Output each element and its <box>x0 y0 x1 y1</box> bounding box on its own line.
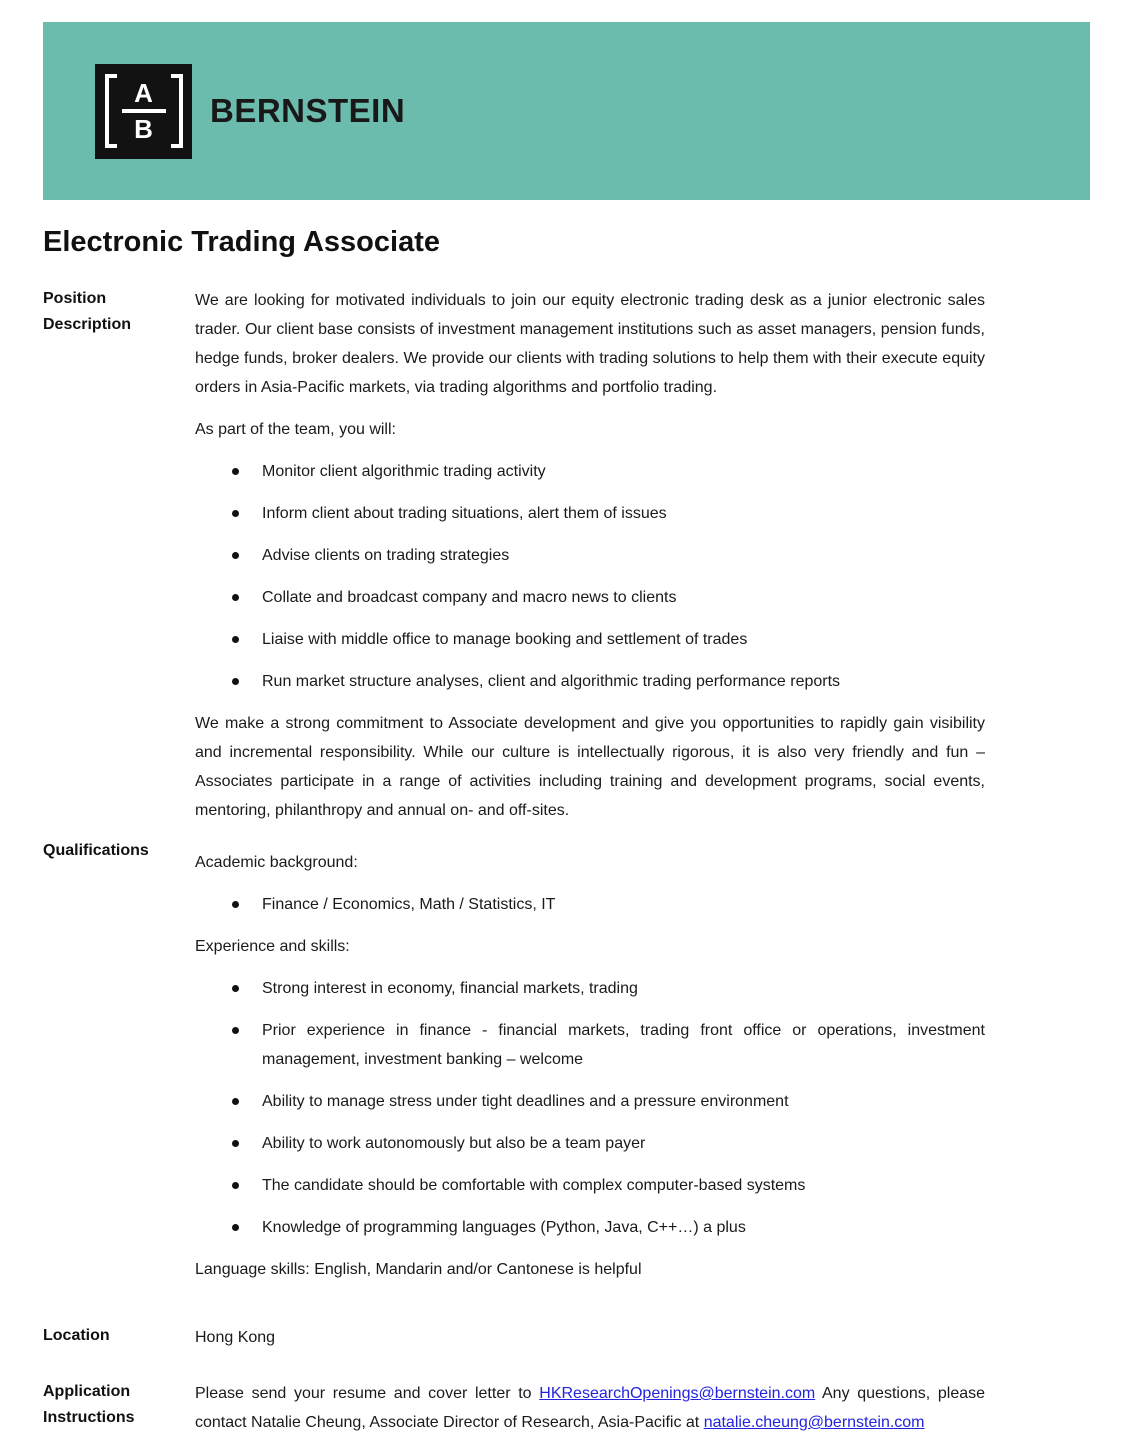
experience-heading: Experience and skills: <box>195 938 350 955</box>
logo-letter-a: A <box>134 78 153 108</box>
application-instructions-content <box>195 1379 985 1450</box>
list-item: Prior experience in finance - financial markets, trading front office or operations, investment management, investment banking – welcome <box>195 1016 985 1074</box>
application-text-middle: Any questions, please contact Natalie Cheung, Associate Director of Research, Asia-Pacific at <box>195 1385 986 1431</box>
logo-right-bracket-icon <box>171 74 183 148</box>
academic-heading: Academic background: <box>195 854 358 871</box>
list-item: Run market structure analyses, client and algorithmic trading performance reports <box>195 667 985 696</box>
list-item: Finance / Economics, Math / Statistics, IT <box>195 890 985 919</box>
email-link-hk-research-openings[interactable]: HKResearchOpenings@bernstein.com <box>539 1385 816 1402</box>
qualifications-label: Qualifications <box>43 842 149 859</box>
header-banner <box>43 22 1090 200</box>
location-label: Location <box>43 1327 110 1344</box>
label-line: Position <box>43 290 107 307</box>
list-item: Advise clients on trading strategies <box>195 541 985 570</box>
label-line: Application <box>43 1383 131 1400</box>
application-paragraph <box>195 1379 985 1437</box>
section-location <box>43 1323 1125 1365</box>
section-position-description <box>43 286 1125 838</box>
brand-wordmark: BERNSTEIN <box>210 92 406 129</box>
section-application-instructions <box>43 1379 1125 1450</box>
email-link-natalie-cheung[interactable]: natalie.cheung@bernstein.com <box>703 1414 925 1431</box>
responsibilities-list <box>195 457 985 696</box>
location-value: Hong Kong <box>195 1329 276 1346</box>
ab-logo <box>95 64 192 159</box>
label-line: Instructions <box>43 1409 135 1426</box>
list-item: Monitor client algorithmic trading activity <box>195 457 985 486</box>
position-closing-paragraph: We make a strong commitment to Associate development and give you opportunities to rapidly gain visibility and incremental responsibility. While our culture is intellectually rigorous, it is also very friendly and fun – Associates participate in a range of activities including training and development programs, social events, mentoring, philanthropy and annual on- and off-sites. <box>195 715 985 819</box>
position-intro-paragraph: We are looking for motivated individuals to join our equity electronic trading desk as a junior electronic sales trader. Our client base consists of investment management institutions such as asset managers, pension funds, hedge funds, broker dealers. We provide our clients with trading solutions to help them with their execute equity orders in Asia-Pacific markets, via trading algorithms and portfolio trading. <box>195 292 985 396</box>
logo-letter-b: B <box>134 114 153 144</box>
page-title: Electronic Trading Associate <box>43 226 440 258</box>
language-skills-line: Language skills: English, Mandarin and/or Cantonese is helpful <box>195 1261 642 1278</box>
logo-letters <box>121 80 167 142</box>
position-description-label <box>43 286 195 838</box>
list-item: The candidate should be comfortable with complex computer-based systems <box>195 1171 985 1200</box>
team-intro-line: As part of the team, you will: <box>195 421 396 438</box>
position-description-content <box>195 286 985 838</box>
application-text-before: Please send your resume and cover letter to <box>195 1385 540 1402</box>
list-item: Liaise with middle office to manage booking and settlement of trades <box>195 625 985 654</box>
qualifications-content <box>195 838 985 1297</box>
list-item: Strong interest in economy, financial markets, trading <box>195 974 985 1003</box>
academic-list <box>195 890 985 919</box>
application-instructions-label <box>43 1379 195 1450</box>
list-item: Inform client about trading situations, alert them of issues <box>195 499 985 528</box>
logo-left-bracket-icon <box>105 74 117 148</box>
list-item: Ability to manage stress under tight deadlines and a pressure environment <box>195 1087 985 1116</box>
location-content <box>195 1323 985 1365</box>
list-item: Ability to work autonomously but also be a team payer <box>195 1129 985 1158</box>
section-qualifications <box>43 838 1125 1297</box>
experience-list <box>195 974 985 1242</box>
label-line: Description <box>43 316 132 333</box>
list-item: Collate and broadcast company and macro news to clients <box>195 583 985 612</box>
list-item: Knowledge of programming languages (Python, Java, C++…) a plus <box>195 1213 985 1242</box>
logo-divider <box>122 109 166 113</box>
